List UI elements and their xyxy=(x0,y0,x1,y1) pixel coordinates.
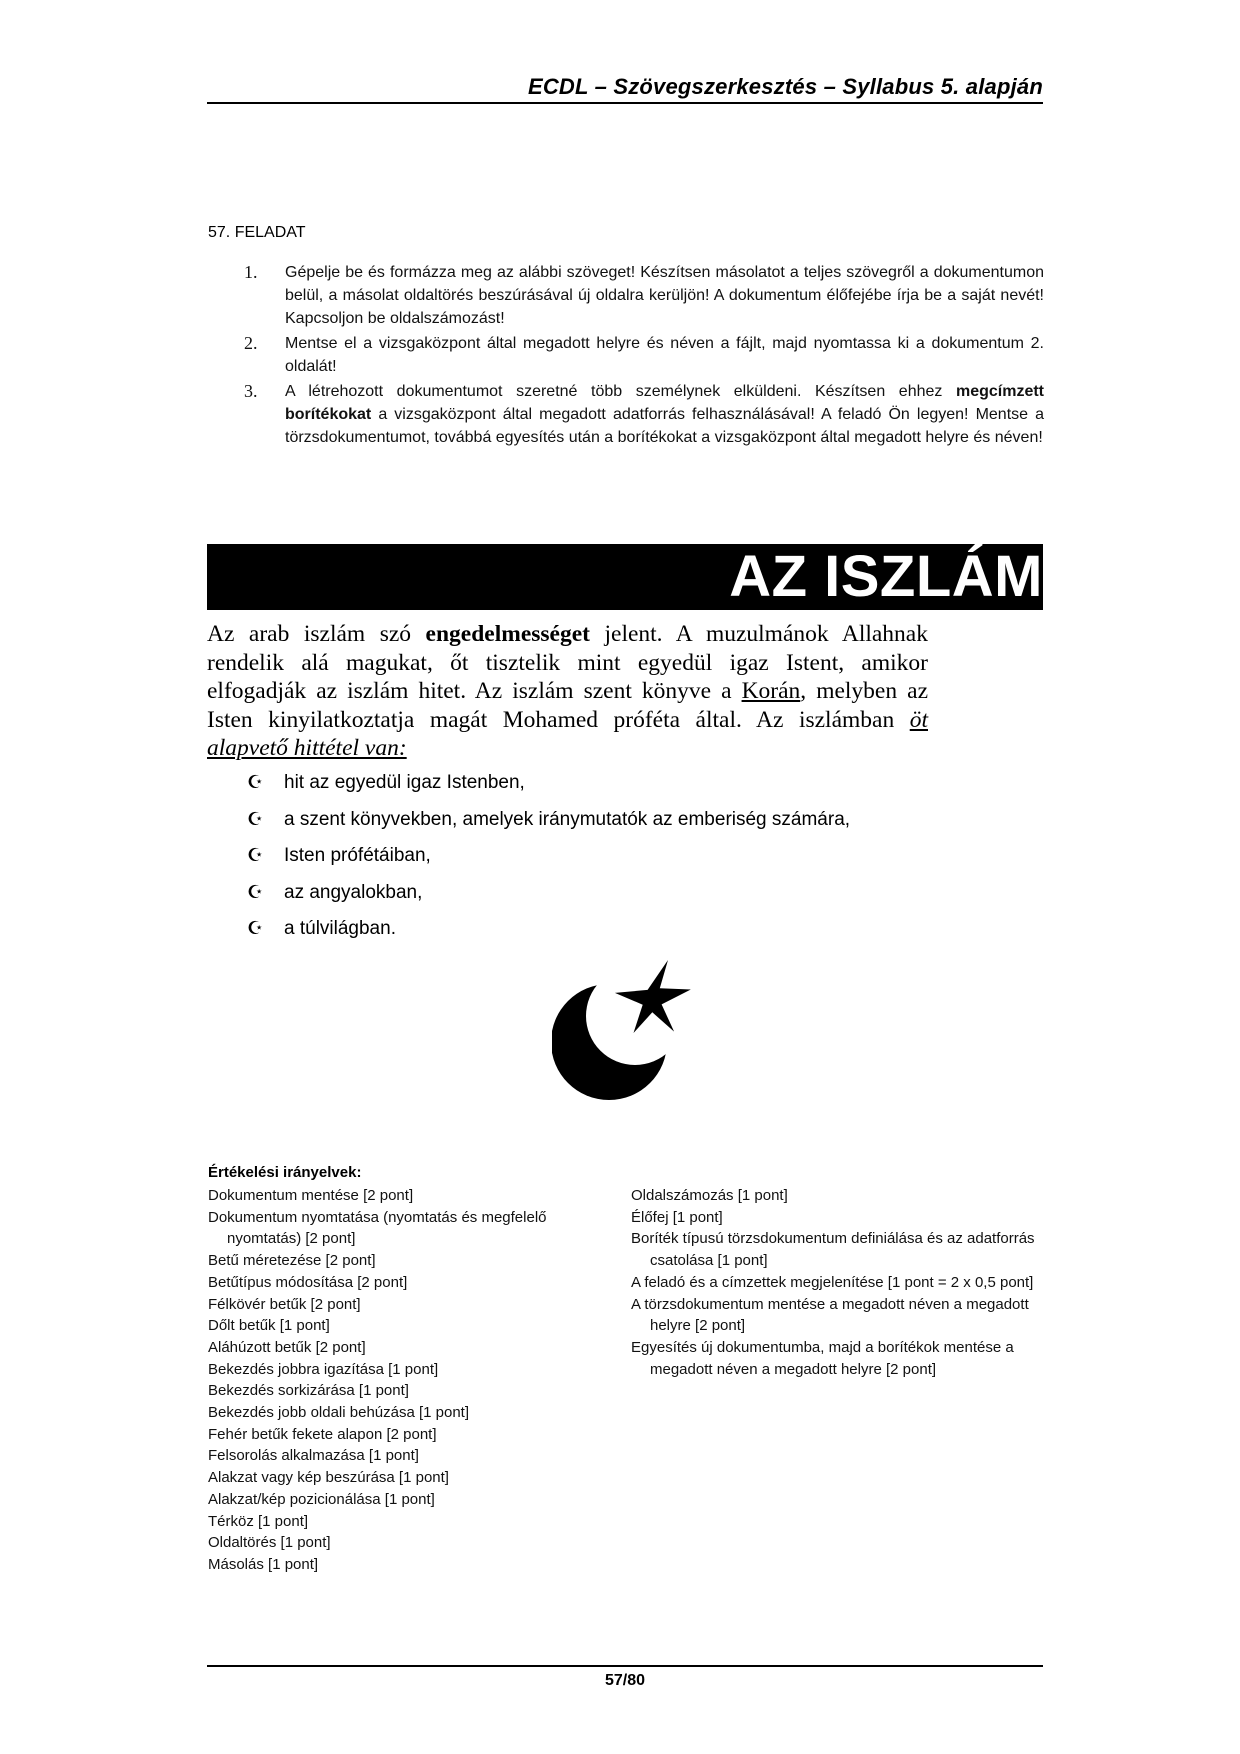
title-banner xyxy=(207,544,1043,610)
intro-bold-word: engedelmességet xyxy=(425,621,590,647)
intro-paragraph xyxy=(207,620,928,763)
list-item: Alakzat/kép pozicionálása [1 pont] xyxy=(208,1490,435,1508)
list-item: Alakzat vagy kép beszúrása [1 pont] xyxy=(208,1469,449,1487)
task-item xyxy=(244,380,1044,449)
list-item: Dokumentum mentése [2 pont] xyxy=(208,1187,414,1204)
task-item-text-before: A létrehozott dokumentumot szeretné több személynek elküldeni. Készítsen ehhez xyxy=(285,383,956,400)
list-item-text: Isten prófétáiban, xyxy=(284,845,431,866)
list-item: Felsorolás alkalmazása [1 pont] xyxy=(208,1447,419,1465)
list-item xyxy=(247,918,850,955)
list-item xyxy=(247,772,850,809)
task-item xyxy=(244,261,1044,330)
task-item-number: 3. xyxy=(244,381,258,401)
list-item-text: a szent könyvekben, amelyek iránymutatók az emberiség számára, xyxy=(284,808,851,830)
crescent-bullet-icon: ☪ xyxy=(247,808,264,829)
list-item-text: hit az egyedül igaz Istenben, xyxy=(284,772,525,793)
banner-title: AZ ISZLÁM xyxy=(729,544,1043,609)
list-item: Boríték típusú törzsdokumentum definiálása és az adatforrás csatolása [1 pont] xyxy=(631,1230,1035,1270)
evaluation-list-left xyxy=(208,1185,618,1576)
footer-rule xyxy=(207,1665,1043,1667)
task-list xyxy=(244,261,1044,451)
list-item: Térköz [1 pont] xyxy=(208,1512,309,1530)
list-item: Félkövér betűk [2 pont] xyxy=(208,1295,361,1313)
task-item-text: Gépelje be és formázza meg az alábbi szöveget! Készítsen másolatot a teljes szövegről a dokumentumon belül, a másolat oldaltörés beszúrásával új oldalra kerüljön! A dokumentum élőfejébe írja be a saját nevét! Kapcsoljon be oldalszámozást! xyxy=(285,264,1044,327)
list-item: Fehér betűk fekete alapon [2 pont] xyxy=(208,1425,437,1443)
intro-underlined-italic-phrase: öt alapvető hittétel van: xyxy=(207,706,928,761)
header-rule xyxy=(207,102,1043,104)
list-item-text: az angyalokban, xyxy=(284,881,423,903)
page-header-title: ECDL – Szövegszerkesztés – Syllabus 5. alapján xyxy=(527,74,1043,99)
task-item-number: 2. xyxy=(244,333,258,353)
list-item: Bekezdés jobb oldali behúzása [1 pont] xyxy=(208,1404,470,1422)
beliefs-list xyxy=(247,772,850,955)
crescent-bullet-icon: ☪ xyxy=(247,918,264,938)
list-item: Másolás [1 pont] xyxy=(208,1555,319,1573)
intro-text-1: Az arab iszlám szó xyxy=(207,621,426,647)
list-item: Dokumentum nyomtatása (nyomtatás és megfelelő nyomtatás) [2 pont] xyxy=(208,1208,547,1248)
intro-text-3: , melyben az Isten kinyilatkoztatja magát Mohamed próféta által. Az iszlámban xyxy=(207,678,928,733)
page-number: 57/80 xyxy=(604,1672,646,1689)
list-item xyxy=(247,809,850,846)
intro-underlined-word: Korán xyxy=(741,678,801,704)
task-heading: 57. FELADAT xyxy=(208,224,306,241)
list-item: Oldalszámozás [1 pont] xyxy=(631,1187,788,1204)
evaluation-list-right xyxy=(631,1185,1043,1380)
list-item: Betű méretezése [2 pont] xyxy=(208,1252,376,1270)
list-item: Élőfej [1 pont] xyxy=(631,1208,723,1226)
list-item: Dőlt betűk [1 pont] xyxy=(208,1317,330,1335)
list-item: A törzsdokumentum mentése a megadott néven a megadott helyre [2 pont] xyxy=(631,1295,1029,1335)
intro-text-2: jelent. A muzulmánok Allahnak rendelik alá magukat, őt tisztelik mint egyedül igaz Istent, amikor elfogadják az iszlám hitet. Az iszlám szent könyve a xyxy=(207,621,928,704)
crescent-bullet-icon: ☪ xyxy=(247,772,264,792)
evaluation-heading: Értékelési irányelvek: xyxy=(208,1164,362,1181)
list-item xyxy=(247,882,850,919)
list-item: Oldaltörés [1 pont] xyxy=(208,1534,331,1552)
star-and-crescent-icon xyxy=(552,958,692,1108)
list-item xyxy=(247,845,850,882)
list-item: Bekezdés jobbra igazítása [1 pont] xyxy=(208,1360,439,1378)
task-item-text-after: a vizsgaközpont által megadott adatforrás felhasználásával! A feladó Ön legyen! Mentse a törzsdokumentumot, továbbá egyesítés után a borítékokat a vizsgaközpont által megadott helyre és néven! xyxy=(285,406,1044,446)
crescent-bullet-icon: ☪ xyxy=(247,881,264,902)
list-item: Betűtípus módosítása [2 pont] xyxy=(208,1273,408,1291)
list-item: A feladó és a címzettek megjelenítése [1 pont = 2 x 0,5 pont] xyxy=(631,1273,1034,1291)
list-item: Aláhúzott betűk [2 pont] xyxy=(208,1338,366,1356)
task-item-text: Mentse el a vizsgaközpont által megadott helyre és néven a fájlt, majd nyomtassa ki a dokumentum 2. oldalát! xyxy=(285,335,1044,375)
crescent-bullet-icon: ☪ xyxy=(247,845,264,865)
task-item xyxy=(244,332,1044,378)
list-item: Egyesítés új dokumentumba, majd a borítékok mentése a megadott néven a megadott helyre [2 pont] xyxy=(631,1338,1014,1378)
task-item-number: 1. xyxy=(244,262,258,282)
list-item: Bekezdés sorkizárása [1 pont] xyxy=(208,1382,409,1400)
task-item-bold-text: megcímzett borítékokat xyxy=(285,383,1044,423)
list-item-text: a túlvilágban. xyxy=(284,918,396,939)
